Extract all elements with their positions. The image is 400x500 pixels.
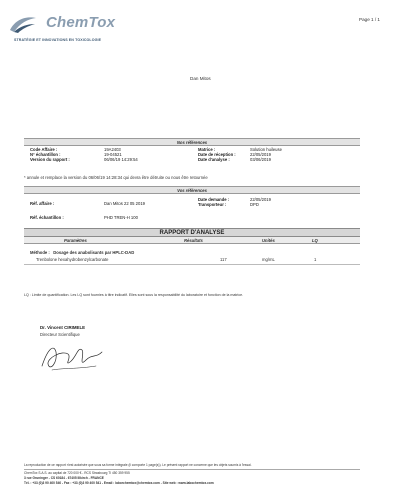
report-title: RAPPORT D'ANALYSE — [24, 228, 360, 237]
your-refs-left-values — [104, 197, 145, 225]
handwritten-signature — [38, 338, 108, 376]
ref-label: Version du rapport : — [30, 157, 70, 163]
ref-value: 19-04521 — [104, 152, 122, 158]
result-value: 117 — [220, 257, 227, 262]
footer-contact-line: Tél. : +33 (0)3 90 400 540 - Fax : +33 (0)3 90 400 541 - Email : laborchemtox@chemtox.com - Site web : www.labochemtox.com — [24, 481, 214, 485]
ref-label: Code Affaire : — [30, 147, 58, 152]
company-logo — [6, 12, 176, 46]
your-references-section — [24, 186, 360, 194]
your-references-title: Vos références — [24, 186, 360, 194]
result-lq: 1 — [314, 257, 317, 262]
report-column-headers — [24, 237, 360, 244]
recipient-name: Dan Mitos — [190, 76, 211, 81]
your-refs-left-labels — [30, 197, 64, 225]
our-references-title: Nos références — [24, 138, 360, 146]
ref-label: N° échantillon : — [30, 152, 61, 158]
logo-tagline: STRATÉGIE ET INNOVATIONS EN TOXICOLOGIE — [14, 38, 102, 42]
ref-value: 19A2403 — [104, 147, 121, 152]
method-value: Dosage des anabolisants par HPLC-DAD — [53, 250, 135, 255]
result-unit: mg/mL — [262, 257, 275, 262]
our-refs-right-labels — [198, 147, 236, 163]
ref-value: 03/06/2019 — [250, 157, 271, 163]
logo-swoosh-icon — [8, 14, 38, 34]
footer-company-line: ChemTox S.A.S. au capital de 720 000 € - RCS Strasbourg TI 450 359 955 — [24, 471, 130, 475]
col-unit: Unités — [262, 238, 275, 244]
our-refs-left-values — [104, 147, 138, 163]
signer-name: Dr. Vincent CIRIMELE — [40, 325, 86, 330]
ref-label: Date demande : — [198, 197, 230, 202]
ref-label: Date de réception : — [198, 152, 236, 158]
col-params: Paramètres — [64, 238, 87, 244]
version-note: * annule et remplace la version du 06/06/19 14:28:34 qui devra être détruite ou nous être retournée — [24, 175, 208, 180]
ref-value: DPD — [250, 202, 259, 208]
ref-label: Matrice : — [198, 147, 216, 152]
ref-value: 06/06/19 14:29:54 — [104, 157, 138, 163]
method-label: Méthode : — [30, 250, 50, 255]
your-refs-right-labels — [198, 197, 229, 207]
ref-value: 22/05/2019 — [250, 152, 271, 158]
result-param: Trenbolone hexahydrobenzylcarbonate — [36, 257, 109, 262]
col-results: Résultats — [184, 238, 203, 244]
ref-value: PHD TREN-H 100 — [104, 215, 138, 220]
col-lq: LQ — [312, 238, 318, 244]
our-refs-left-labels — [30, 147, 70, 163]
our-references-section — [24, 138, 360, 146]
your-refs-right-values — [250, 197, 271, 207]
ref-value: Solution huileuse — [250, 147, 282, 152]
lq-note: LQ : Limite de quantification. Les LQ sont fournies à titre indicatif. Elles sont sous la responsabilité du laboratoire et fonction de la matrice. — [24, 293, 244, 297]
method-row — [30, 250, 134, 255]
footer-divider — [24, 469, 360, 470]
ref-label: Réf. échantillon : — [30, 215, 64, 220]
ref-label: Réf. affaire : — [30, 201, 55, 206]
logo-wordmark: ChemTox — [46, 14, 116, 31]
ref-label: Date d'analyse : — [198, 157, 230, 163]
table-divider — [24, 264, 360, 265]
ref-value: 22/05/2019 — [250, 197, 271, 202]
footer-address-line: 3 rue Gruninger - CS 60184 - 67405 Illkirch - FRANCE — [24, 476, 104, 480]
signer-role: Directeur Scientifique — [40, 332, 80, 337]
ref-label: Transporteur : — [198, 202, 227, 208]
ref-value: Dan Mitos 22 05 2019 — [104, 201, 145, 206]
page-number: Page 1 / 1 — [359, 17, 380, 22]
footer-reproduction-note: La reproduction de ce rapport n'est autorisée que sous sa forme intégrale (il comporte 1 page(s)). Le présent rapport ne concerne que les objets soumis à l'essai. — [24, 463, 252, 467]
analysis-report-section — [24, 228, 360, 244]
our-refs-right-values — [250, 147, 282, 163]
